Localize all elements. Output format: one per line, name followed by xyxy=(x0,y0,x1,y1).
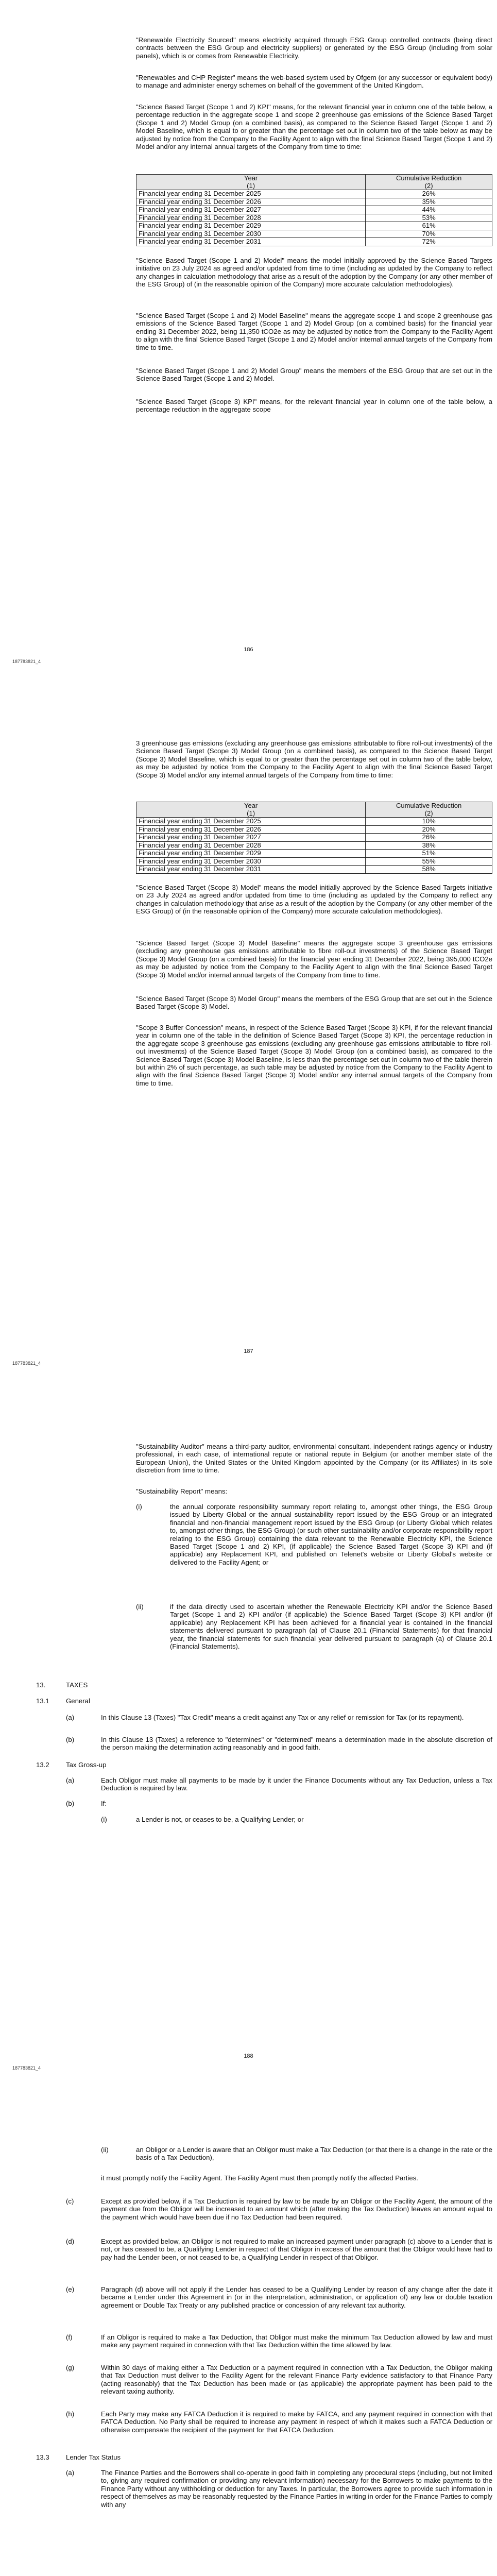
page-187 xyxy=(0,703,497,1406)
section-number: 13.1 xyxy=(36,1697,49,1705)
clause-13-1-a: In this Clause 13 (Taxes) "Tax Credit" means a credit against any Tax or any relief or remission for Tax (or its repayment). xyxy=(101,1714,464,1721)
sustainability-report-item-ii: if the data directly used to ascertain whether the Renewable Electricity KPI and/or the Science Based Target (Scope 1 and 2) KPI and/or (if applicable) the Science Based Target (Scope 3) KPI and/or (if applicable) any Replacement KPI has been achieved for a financial year is contained in the financial statements delivered pursuant to paragraph (a) of Clause 20.1 (Financial Statements) for that financial year, the financial statements for such financial year delivered pursuant to paragraph (a) of Clause 20.1 (Financial Statements). xyxy=(170,1603,492,1651)
clause-13-2-c: Except as provided below, if a Tax Deduction is required by law to be made by an Obligor or the Facility Agent, the amount of the payment due from the Obligor will be increased to an amount which (after making the Tax Deduction) leaves an amount equal to the payment which would have been due if no Tax Deduction had been required. xyxy=(101,2197,492,2221)
definition-scope3-buffer-concession: "Scope 3 Buffer Concession" means, in respect of the Science Based Target (Scope 3) KPI, if for the relevant financial year in column one of the table in the definition of Science Based Target (Scope 3) KPI, the percentage reduction in the aggregate scope 3 greenhouse gas emissions (excluding any greenhouse gas emissions attributable to fibre roll-out investments) of the Science Based Target (Scope 3) Model Group (on a combined basis), as compared to the Science Based Target (Scope 3) Model Baseline, is less than the percentage set out in column two of the table therein but within 2% of such percentage, as such table may be adjusted by notice from the Company to the Facility Agent to align with the final Science Based Target (Scope 3) Model and/or any internal annual targets of the Company from time to time. xyxy=(136,1024,492,1087)
definition-sbt-scope3-model-group: "Science Based Target (Scope 3) Model Group" means the members of the ESG Group that are set out in the Science Based Target (Scope 3) Model. xyxy=(136,995,492,1011)
definition-sustainability-auditor: "Sustainability Auditor" means a third-party auditor, environmental consultant, independent ratings agency or industry professional, in each case, of international repute or national repute in Belgium (or another member state of the European Union), the United States or the United Kingdom appointed by the Company (or its Affiliates) in its sole discretion from time to time. xyxy=(136,1443,492,1475)
sbt-scope3-target-table xyxy=(136,802,492,874)
page-number: 188 xyxy=(244,2053,253,2059)
table-header-cumulative-reduction: Cumulative Reduction (2) xyxy=(366,175,492,190)
item-label: (b) xyxy=(66,1800,75,1807)
item-label: (e) xyxy=(66,2285,75,2293)
clause-13-2-d: Except as provided below, an Obligor is not required to make an increased payment under paragraph (c) above to a Lender that is not, or has ceased to be, a Qualifying Lender in respect of that Obligor in excess of the amount that the Obligor would have had to pay had the Lender been, or not ceased to be, a Qualifying Lender in respect of that Obligor. xyxy=(101,2238,492,2261)
page-number: 186 xyxy=(244,647,253,653)
definition-renewable-electricity-sourced: "Renewable Electricity Sourced" means electricity acquired through ESG Group controlled contracts (being direct contracts between the ESG Group and electricity suppliers) or generated by the ESG Group (including from solar panels), which is or comes from Renewable Electricity. xyxy=(136,36,492,60)
sustainability-report-item-i: the annual corporate responsibility summary report relating to, amongst other things, the ESG Group issued by Liberty Global or the annual sustainability report issued by the ESG Group or an integrated financial and non-financial management report issued by the ESG Group (or Liberty Global which relates to, amongst other things, the ESG Group) (or such other sustainability and/or corporate responsibility report relating to the ESG Group) containing the data relevant to the Renewable Electricity KPI, the Science Based Target (Scope 1 and 2) KPI, (if applicable) the Science Based Target (Scope 3) KPI and (if applicable) any Replacement KPI, and published on Telenet's website or Liberty Global's website or delivered to the Facility Agent; or xyxy=(170,1503,492,1566)
definition-renewables-chp-register: "Renewables and CHP Register" means the web-based system used by Ofgem (or any successor or equivalent body) to manage and administer energy schemes on behalf of the government of the United Kingdom. xyxy=(136,74,492,90)
doc-id: 187783821_4 xyxy=(12,1361,41,1366)
item-label: (a) xyxy=(66,1776,75,1784)
clause-13-2-b-ii: an Obligor or a Lender is aware that an Obligor must make a Tax Deduction (or that there is a change in the rate or the basis of a Tax Deduction), xyxy=(136,2146,492,2162)
clause-13-1-b: In this Clause 13 (Taxes) a reference to "determines" or "determined" means a determination made in the absolute discretion of the person making the determination acting reasonably and in good faith. xyxy=(101,1736,492,1752)
table-row: Financial year ending 31 December 2031 72% xyxy=(136,238,492,246)
table-row: Financial year ending 31 December 2027 26% xyxy=(136,834,492,842)
table-row: Financial year ending 31 December 2029 61% xyxy=(136,222,492,230)
definition-sbt-scope12-kpi: "Science Based Target (Scope 1 and 2) KPI" means, for the relevant financial year in column one of the table below, a percentage reduction in the aggregate scope 1 and scope 2 greenhouse gas emissions of the Science Based Target (Scope 1 and 2) Model Group (on a combined basis), as compared to the Science Based Target (Scope 1 and 2) Model Baseline, which is equal to or greater than the percentage set out in column two of the table below as may be adjusted by notice from the Company to the Facility Agent to align with the final Science Based Target (Scope 1 and 2) Model and/or any internal annual targets of the Company from time to time: xyxy=(136,103,492,151)
clause-13-2-a: Each Obligor must make all payments to be made by it under the Finance Documents without any Tax Deduction, unless a Tax Deduction is required by law. xyxy=(101,1776,492,1792)
item-label: (i) xyxy=(101,1816,107,1823)
clause-13-2-b-notification: it must promptly notify the Facility Agent. The Facility Agent must then promptly notify the affected Parties. xyxy=(101,2174,418,2182)
section-number: 13.3 xyxy=(36,2453,49,2461)
section-number: 13. xyxy=(36,1681,46,1689)
table-row: Financial year ending 31 December 2029 51% xyxy=(136,850,492,858)
clause-13-2-b-i: a Lender is not, or ceases to be, a Qualifying Lender; or xyxy=(136,1816,304,1823)
item-label: (b) xyxy=(66,1736,75,1743)
page-186 xyxy=(0,0,497,703)
page-189 xyxy=(0,2110,497,2576)
item-label: (c) xyxy=(66,2197,74,2205)
doc-id: 187783821_4 xyxy=(12,2065,41,2071)
clause-13-2-h: Each Party may make any FATCA Deduction it is required to make by FATCA, and any payment required in connection with that FATCA Deduction. No Party shall be required to increase any payment in respect of which it makes such a FATCA Deduction or otherwise compensate the recipient of the payment for that FATCA Deduction. xyxy=(101,2410,492,2434)
definition-sustainability-report: "Sustainability Report" means: xyxy=(136,1487,228,1495)
section-title-general: General xyxy=(66,1697,90,1705)
section-title-tax-gross-up: Tax Gross-up xyxy=(66,1761,107,1769)
definition-sbt-scope12-baseline: "Science Based Target (Scope 1 and 2) Model Baseline" means the aggregate scope 1 and scope 2 greenhouse gas emissions of the Science Based Target (Scope 1 and 2) Model Group (on a combined basis) for the financial year ending 31 December 2022, being 11,350 tCO2e as may be adjusted by notice from the Company to the Facility Agent to align with the final Science Based Target (Scope 1 and 2) Model and/or internal annual targets of the Company from time to time. xyxy=(136,312,492,351)
table-row: Financial year ending 31 December 2028 38% xyxy=(136,841,492,850)
page-number: 187 xyxy=(244,1348,253,1354)
definition-sbt-scope3-kpi-start: "Science Based Target (Scope 3) KPI" means, for the relevant financial year in column one of the table below, a percentage reduction in the aggregate scope xyxy=(136,398,492,414)
table-header-year: Year (1) xyxy=(136,175,366,190)
clause-13-3-a: The Finance Parties and the Borrowers shall co-operate in good faith in completing any procedural steps (including, but not limited to, giving any required confirmation or providing any relevant information) necessary for the Borrowers to make payments to the Finance Party without any withholding or deduction for any Taxes. In particular, the Borrowers agree to provide such information in respect of themselves as may be reasonably requested by the Finance Parties in writing in order for the Finance Parties to comply with any xyxy=(101,2469,492,2509)
definition-sbt-scope12-model: "Science Based Target (Scope 1 and 2) Model" means the model initially approved by the Science Based Targets initiative on 23 July 2024 as agreed and/or updated from time to time (including as updated by the Company to reflect any changes in calculation methodology that arise as a result of the adoption by the Company (or any other member of the ESG Group) of (in the reasonable opinion of the Company) more accurate calculation methodologies). xyxy=(136,257,493,289)
item-label: (i) xyxy=(136,1503,142,1511)
item-label: (h) xyxy=(66,2410,75,2418)
item-label: (a) xyxy=(66,1714,75,1721)
clause-13-2-e: Paragraph (d) above will not apply if the Lender has ceased to be a Qualifying Lender by reason of any change after the date it became a Lender under this Agreement in (or in the interpretation, administration, or application of) any law or double taxation agreement or Double Tax Treaty or any published practice or concession of any relevant tax authority. xyxy=(101,2285,492,2309)
item-label: (ii) xyxy=(101,2146,109,2154)
section-number: 13.2 xyxy=(36,1761,49,1769)
section-title-lender-tax-status: Lender Tax Status xyxy=(66,2453,121,2461)
item-label: (g) xyxy=(66,2364,75,2371)
clause-13-2-g: Within 30 days of making either a Tax Deduction or a payment required in connection with a Tax Deduction, the Obligor making that Tax Deduction must deliver to the Facility Agent for the relevant Finance Party evidence satisfactory to that Finance Party (acting reasonably) that the Tax Deduction has been made or (as applicable) the appropriate payment has been paid to the relevant taxing authority. xyxy=(101,2364,492,2396)
table-row: Financial year ending 31 December 2030 70% xyxy=(136,230,492,238)
item-label: (a) xyxy=(66,2469,75,2477)
definition-sbt-scope3-kpi-continued: 3 greenhouse gas emissions (excluding any greenhouse gas emissions attributable to fibre roll-out investments) of the Science Based Target (Scope 3) Model Group (on a combined basis), as compared to the Science Based Target (Scope 3) Model Baseline, which is equal to or greater than the percentage set out in column two of the table below, as may be adjusted by notice from the Company to the Facility Agent to align with the final Science Based Target (Scope 3) Model and/or any internal annual targets of the Company from time to time: xyxy=(136,739,492,779)
section-title-taxes: TAXES xyxy=(66,1681,88,1689)
clause-13-2-f: If an Obligor is required to make a Tax Deduction, that Obligor must make the minimum Tax Deduction allowed by law and must make any payment required in connection with that Tax Deduction within the time allowed by law. xyxy=(101,2333,492,2349)
item-label: (f) xyxy=(66,2333,73,2341)
doc-id: 187783821_4 xyxy=(12,659,41,664)
definition-sbt-scope3-model: "Science Based Target (Scope 3) Model" means the model initially approved by the Science Based Targets initiative on 23 July 2024 as agreed and/or updated from time to time (including as updated by the Company to reflect any changes in calculation methodology that arise as a result of the adoption by the Company (or any other member of the ESG Group) of (in the reasonable opinion of the Company) more accurate calculation methodologies). xyxy=(136,884,492,916)
clause-13-2-b: If: xyxy=(101,1800,107,1807)
table-header-cumulative-reduction: Cumulative Reduction (2) xyxy=(366,802,492,818)
table-row: Financial year ending 31 December 2028 53% xyxy=(136,214,492,222)
definition-sbt-scope3-baseline: "Science Based Target (Scope 3) Model Baseline" means the aggregate scope 3 greenhouse gas emissions (excluding any greenhouse gas emissions attributable to fibre roll-out investments) of the Science Based Target (Scope 3) Model Group (on a combined basis) for the financial year ending 31 December 2022, being 395,000 tCO2e as may be adjusted by notice from the Company to the Facility Agent to align with the final Science Based Target (Scope 3) Model and/or internal annual targets of the Company from time to time. xyxy=(136,939,492,979)
definition-sbt-scope12-model-group: "Science Based Target (Scope 1 and 2) Model Group" means the members of the ESG Group that are set out in the Science Based Target (Scope 1 and 2) Model. xyxy=(136,367,492,383)
table-row: Financial year ending 31 December 2030 55% xyxy=(136,857,492,866)
table-row: Financial year ending 31 December 2025 10% xyxy=(136,818,492,826)
sbt-scope12-target-table xyxy=(136,174,492,246)
table-row: Financial year ending 31 December 2027 44% xyxy=(136,206,492,214)
table-row: Financial year ending 31 December 2026 20% xyxy=(136,825,492,834)
table-row: Financial year ending 31 December 2025 26% xyxy=(136,190,492,198)
table-row: Financial year ending 31 December 2031 58% xyxy=(136,866,492,874)
table-header-year: Year (1) xyxy=(136,802,366,818)
table-row: Financial year ending 31 December 2026 35% xyxy=(136,198,492,206)
page-188 xyxy=(0,1406,497,2110)
item-label: (ii) xyxy=(136,1603,144,1611)
item-label: (d) xyxy=(66,2238,75,2245)
